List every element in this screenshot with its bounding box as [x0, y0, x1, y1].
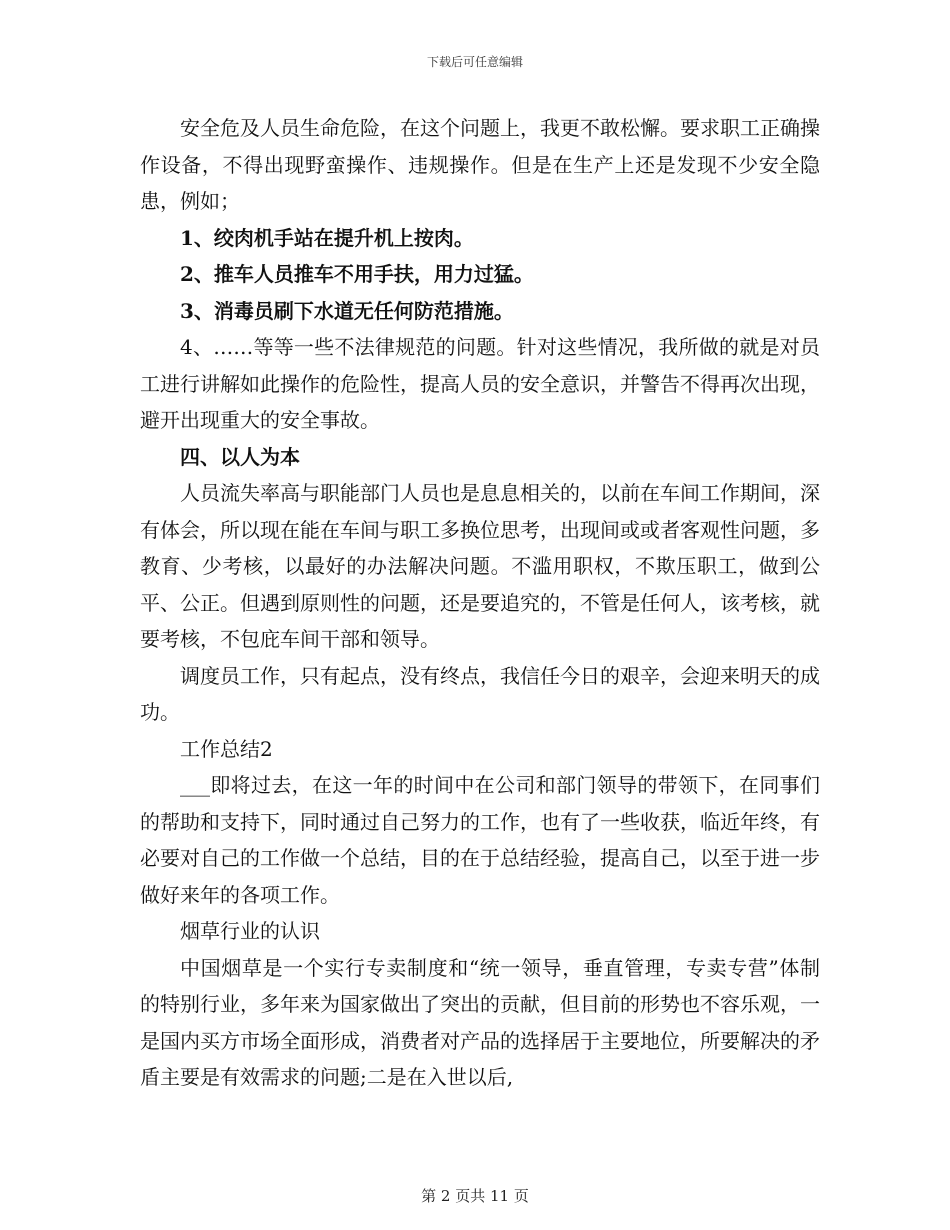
- paragraph-safety-intro: 安全危及人员生命危险，在这个问题上，我更不敢松懈。要求职工正确操作设备，不得出现野蛮操作、违规操作。但是在生产上还是发现不少安全隐患，例如；: [140, 116, 820, 213]
- document-body: [140, 110, 820, 1096]
- section-heading-people-first: 四、以人为本: [180, 444, 300, 469]
- list-item-2: 2、推车人员推车不用手扶，用力过猛。: [180, 262, 534, 286]
- paragraph-staff-turnover: 人员流失率高与职能部门人员也是息息相关的，以前在车间工作期间，深有体会，所以现在能在车间与职工多换位思考，出现间或或者客观性问题，多教育、少考核，以最好的办法解决问题。不滥用职权，不欺压职工，做到公平、公正。但遇到原则性的问题，还是要追究的，不管是任何人，该考核，就要考核，不包庇车间干部和领导。: [140, 481, 820, 651]
- list-item-4: 4、……等等一些不法律规范的问题。针对这些情况，我所做的就是对员工进行讲解如此操作的危险性，提高人员的安全意识，并警告不得再次出现，避开出现重大的安全事故。: [140, 335, 820, 432]
- paragraph-year-summary: ___即将过去，在这一年的时间中在公司和部门领导的带领下，在同事们的帮助和支持下，同时通过自己努力的工作，也有了一些收获，临近年终，有必要对自己的工作做一个总结，目的在于总结经验，提高自己，以至于进一步做好来年的各项工作。: [140, 773, 820, 907]
- page-header: 下载后可任意编辑: [426, 55, 523, 69]
- list-item-3: 3、消毒员刷下水道无任何防范措施。: [180, 298, 514, 323]
- page-footer: 第 2 页共 11 页: [421, 1187, 529, 1205]
- section-heading-tobacco-industry: 烟草行业的认识: [180, 919, 320, 943]
- paragraph-dispatcher-work: 调度员工作，只有起点，没有终点，我信任今日的艰辛，会迎来明天的成功。: [140, 663, 820, 724]
- section-heading-work-summary-2: 工作总结2: [180, 736, 273, 761]
- list-item-1: 1、绞肉机手站在提升机上按肉。: [180, 225, 474, 250]
- paragraph-tobacco-industry: 中国烟草是一个实行专卖制度和“统一领导，垂直管理，专卖专营”体制的特别行业，多年来为国家做出了突出的贡献，但目前的形势也不容乐观，一是国内买方市场全面形成，消费者对产品的选择居于主要地位，所要解决的矛盾主要是有效需求的问题;二是在入世以后,: [140, 955, 820, 1089]
